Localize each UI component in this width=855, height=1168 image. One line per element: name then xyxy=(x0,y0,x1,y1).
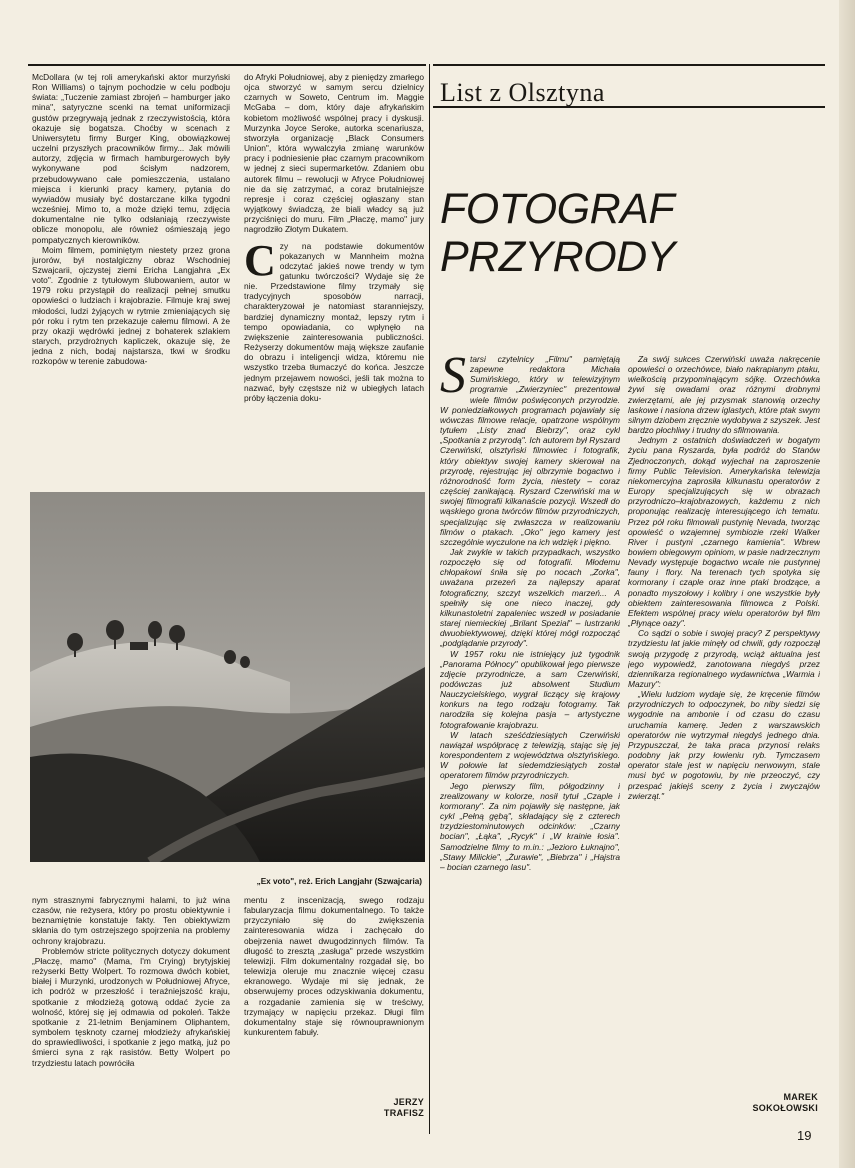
paragraph-dropcap xyxy=(440,354,620,547)
top-rule-right xyxy=(433,64,825,66)
paragraph: Jak zwykle w takich przypadkach, wszystko rozpoczęło się od fotografii. Młodemu chłopakowi śniła się po nocach „Zorka", uważana przezeń za najlepszy aparat fotograficzny, szczyt wszelkich marzeń... A spełniły się one nieco inaczej, gdy kilkunastoletni zapaleniec wszedł w posiadanie starej niemieckiej „Brilant Spezial" – lustrzanki dwuobiektywowej, dzięki której mógł rozpocząć „podglądanie przyrody". xyxy=(440,546,620,649)
landscape-photo-image xyxy=(30,492,425,862)
left-col1-top xyxy=(32,72,230,484)
left-col1-bottom xyxy=(32,895,230,1120)
right-author-signature xyxy=(700,1092,818,1114)
left-col2-top xyxy=(244,72,424,484)
feature-title-line1: FOTOGRAF xyxy=(440,185,675,233)
paragraph: nym strasznymi fabrycznymi halami, to już wina czasów, nie reżysera, który po prostu obiektywnie i beznamiętnie konstatuje fakty. Ten obiektywizm skłania do tym ostrzejszego spojrzenia na problemy ochrony krajobrazu. xyxy=(32,895,230,946)
author-first-name: JERZY xyxy=(393,1097,424,1107)
paragraph: Jednym z ostatnich doświadczeń w bogatym życiu pana Ryszarda, była podróż do Stanów Zjednoczonych, dokąd wyjechał na zaproszenie firmy Public Television. Amerykańska telewizja niekomercyjna zaprosiła kilkunastu operatorów z Europy specjalizujących się w obrazach przyrodniczo–krajobrazowych, każdemu z nich proponując realizację interesującego ich tematu. Przez pół roku filmowali pustynię Nevada, tworząc opowieść o wzajemnej symbiozie rzeki Walker River i pustyni „czarnego kamienia". Wbrew bowiem obiegowym opiniom, w pasie nadrzecznym Nevady występuje bogactwo wcale nie pustynnej fauny i flory. Na terenach tych spotyka się kormorany i czaple oraz inne ptaki brodzące, a ponadto myszołowy i kolibry i one wszystkie były obiektem zainteresowania filmowca z Polski. Efektem wspólnej pracy wielu operatorów był film „Płynące oazy". xyxy=(628,435,820,629)
left-author-signature xyxy=(330,1097,424,1119)
paragraph: Co sądzi o sobie i swojej pracy? Z perspektywy trzydziestu lat jakie minęły od chwili, gdy rozpoczął swoją przygodę z przyrodą, wciąż aktualna jest jego wypowiedź, zanotowana niegdyś przez dziennikarza regionalnego wydawnictwa „Warmia i Mazury": xyxy=(628,628,820,689)
top-rule-left xyxy=(28,64,426,66)
page-number: 19 xyxy=(797,1128,812,1143)
landscape-photo xyxy=(30,492,425,862)
dropcap-letter: C xyxy=(244,235,276,285)
paragraph: Problemów stricte politycznych dotyczy dokument „Płaczę, mamo" (Mama, I'm Crying) brytyjskiej reżyserki Betty Wolpert. To rozmowa dwóch kobiet, białej i Murzynki, urodzonych w Południowej Afryce, ich podróż w przeszłość i teraźniejszość kraju, spotkanie z młodzieżą gotową oddać życie za wolność, której się jej odmawia od pokoleń. Także spotkanie z 21-letnim Benjaminem Oliphantem, symbolem tęsknoty czarnej młodzieży afrykańskiej do sprawiedliwości, i spotkanie z jego matką, już po śmierci syna z rąk rasistów. Betty Wolpert po trzydziestu latach powróciła xyxy=(32,945,230,1068)
photo-caption: „Ex voto", reż. Erich Langjahr (Szwajcaria) xyxy=(256,877,422,886)
right-col1 xyxy=(440,354,620,1124)
feature-title-line2: PRZYRODY xyxy=(440,233,675,281)
author-last-name: TRAFISZ xyxy=(383,1108,424,1118)
right-col2 xyxy=(628,354,820,1089)
column-divider xyxy=(429,64,430,1134)
paragraph: Moim filmem, pominiętym niestety przez grona jurorów, był nostalgiczny obraz Wschodniej Szwajcarii, ojczystej ziemi Ericha Langjahra „Ex voto". Zgodnie z tytułowym ślubowaniem, autor w 1979 roku przystąpił do realizacji pełnej smutku opowieści o ludziach i krajobrazie. Filmuje kraj swej młodości, ludzi żyjących w rytmie zmieniających się pór roku i rytm ten przekazuje całemu filmowi. A że przy okazji wędrówki jednej z bohaterek szlakiem starych, przydrożnych kapliczek, okazuje się, że jedna z nich, bodaj najstarsza, tkwi w środku rozkopów w terenie zabudowa- xyxy=(32,244,230,367)
paragraph: Za swój sukces Czerwiński uważa nakręcenie opowieści o orzechówce, biało nakrapianym ptaku, wielkością przypominającym sójkę. Orzechówka żywi się owadami oraz różnymi drobnymi zwierzętami, ale jej przysmak stanowią orzechy laskowe i nasiona drzew iglastych, które ptak swym silnym dziobem zręcznie wydobywa z szyszek. Jest bardzo płochliwy i trudny do sfilmowania. xyxy=(628,354,820,436)
paragraph-text: zy na podstawie dokumentów pokazanych w Mannheim można odczytać jakieś nowe trendy w tym gatunku twórczości? Wydaje się że nie. Przedstawione filmy trzymały się tradycyjnych sposobów narracji, charakteryzował je natomiast staranniejszy, bardziej dynamiczny montaż, lepszy rytm i tempo opowiadania, co wpłynęło na zwiększenie zainteresowania publiczności. Reżyserzy dokumentów mają większe zaufanie do obrazu i inteligencji widza, któremu nie wszystko trzeba tłumaczyć do końca. Jeszcze jednym przejawem nowości, jeśli tak można to nazwać, były częstsze niż w ubiegłych latach próby łączenia doku- xyxy=(244,240,424,403)
paragraph: Jego pierwszy film, półgodzinny i zrealizowany w kolorze, nosił tytuł „Czaple i kormorany". Za nim pojawiły się następne, jak cykl „Pełną gębą", składający się z czterech trzydziestominutowych odcinków: „Czarny bocian", „Łąka", „Rycyk" i „W krainie łosia". Samodzielne filmy to m.in.: „Jezioro Łuknajno", „Stawy Milickie", „Żurawie", „Biebrza" i „Hajstra – bocian czarnego lasu". xyxy=(440,780,620,872)
paragraph: McDollara (w tej roli amerykański aktor murzyński Ron Williams) o tajnym pochodzie w celu podboju świata: „Tuczenie zamiast zbrojeń – hamburger jako mina", satyryczne scenki na temat uniformizacji gustów przegrywają jednak z rzeczywistością, która okazuje się bogatsza. Choćby w scenach z Uniwersytetu firmy Burger King, obowiązkowej uczelni przyszłych pracowników firmy... Jak mówili autorzy, zdjęcia w firmach hamburgerowych były wykonywane pod ścisłym nadzorem, przebudowywano całe pomieszczenia, ustalano miejsca i kierunki pracy kamery, pytania do wywiadów musiały być dostarczane kilka tygodni wcześniej. Mimo to, a może dzięki temu, zdjęcia dokumentalne nie tylko odsłaniają rzeczywiste oblicze monopolu, ale również ośmieszają jego pompatycznych kierowników. xyxy=(32,72,230,245)
paragraph: W latach sześćdziesiątych Czerwiński nawiązał współpracę z telewizją, stając się jej korespondentem z województwa olsztyńskiego. W połowie lat siedemdziesiątych został operatorem filmów przyrodniczych. xyxy=(440,729,620,781)
paragraph: „Wielu ludziom wydaje się, że kręcenie filmów przyrodniczych to odpoczynek, bo niby siedzi się wygodnie na ambonie i od czasu do czasu uruchamia kamerę. Jeden z warszawskich operatorów nie wytrzymał niegdyś jednego dnia. Przypuszczał, że taka praca przynosi relaks podobny jak przy łowieniu ryb. Tymczasem operator stale jest w napięciu nerwowym, stale musi być w pogotowiu, by nie przeoczyć, czy przespać jakiejś sceny z życia i zwyczajów zwierząt." xyxy=(628,689,820,801)
dropcap-letter: S xyxy=(440,354,466,404)
feature-title xyxy=(440,185,675,281)
paragraph-text: tarsi czytelnicy „Filmu" pamiętają zapewne redaktora Michała Sumińskiego, który w telewizyjnym programie „Zwierzyniec" prezentował wiele filmów poświęconych przyrodzie. W poniedziałkowych programach pojawiały się wówczas filmowe relacje, opatrzone wspólnym tytułem „Listy znad Biebrzy", oraz cykl „Spotkania z przyrodą". Ich autorem był Ryszard Czerwiński, olsztyński filmowiec i fotografik, który obiektyw swojej kamery skierował na przyrodę, rejestrując jej olbrzymie bogactwo i różnorodność form życia, niestety – coraz częściej zanikającą. Ryszard Czerwiński ma w swojej filmografii kilkanaście pozycji. Wszedł do wąskiego grona twórców filmów przyrodniczych, specjalizując się zwłaszcza w realizowaniu filmów o ptakach. „Oko" jego kamery jest szczególnie wyczulone na ich wdzięk i piękno. xyxy=(440,354,620,547)
paragraph: W 1957 roku nie istniejący już tygodnik „Panorama Północy" opublikował jego pierwsze zdjęcie przyrodnicze, a sam Czerwiński, podówczas już absolwent Studium Nauczycielskiego, wygrał liczący się krajowy konkurs na tego rodzaju fotogramy. Tak narodziła się kolejna pasja – artystyczne fotografowanie krajobrazu. xyxy=(440,648,620,730)
page-edge xyxy=(839,0,855,1168)
left-col2-bottom xyxy=(244,895,424,1075)
section-title: List z Olsztyna xyxy=(440,78,605,107)
paragraph-dropcap xyxy=(244,235,424,404)
author-first-name: MAREK xyxy=(783,1092,818,1102)
paragraph: mentu z inscenizacją, swego rodzaju fabularyzacja filmu dokumentalnego. To także przyczyniało się do zwiększenia zainteresowania widza i zachęcało do obejrzenia nawet dwugodzinnych filmów. Ta długość to zresztą „zasługa" przede wszystkim telewizji. Film dokumentalny rozgadał się, bo telewizja oleruje mu znacznie więcej czasu ekranowego. Wydaje mi się jednak, że obserwujemy proces odzyskiwania dokumentu, a rozgadanie zamienia się w treściwy, trzymający w napięciu przekaz. Długi film dokumentalny staje się równouprawnionym kunkurentem fabuły. xyxy=(244,895,424,1038)
paragraph: do Afryki Południowej, aby z pieniędzy zmarłego ojca stworzyć w samym sercu dzielnicy czarnych w Soweto, Centrum im. Maggie McGaba – dom, który daje afrykańskim kobietom możliwość wspólnej pracy i dyskusji. Murzynka Joyce Seroke, autorka scenariusza, stworzyła organizację „Black Consumers Union", która wywalczyła zmianę warunków pracy i podniesienie płac czarnym pracownikom w jednej z sieci supermarketów. Zdaniem obu autorek filmu – rewolucji w Afryce Południowej nie da się zatrzymać, a coraz brutalniejsze represje i coraz częściej ogłaszany stan wyjątkowy świadczą, że biali władcy są już przyciśnięci do muru. Film „Płaczę, mamo" jury nagrodziło Złotym Dukatem. xyxy=(244,72,424,235)
author-last-name: SOKOŁOWSKI xyxy=(752,1103,818,1113)
